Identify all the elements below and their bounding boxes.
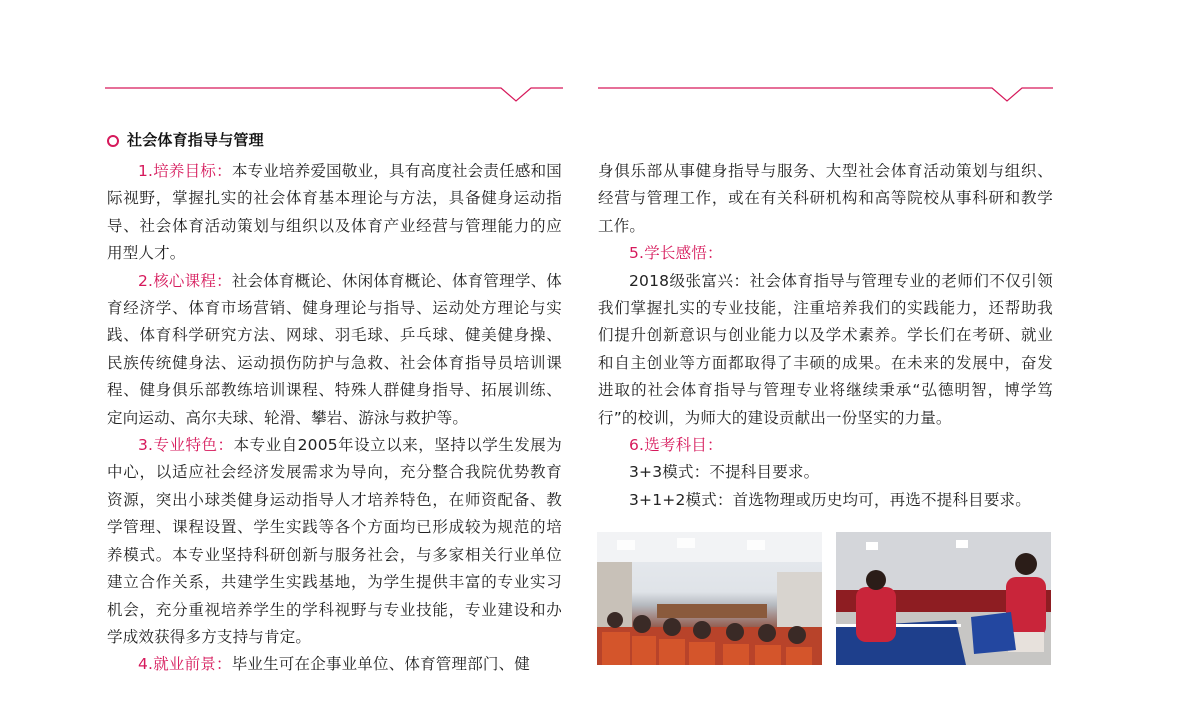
circle-bullet-icon: [107, 135, 119, 147]
paragraph-career-continued: 身俱乐部从事健身指导与服务、大型社会体育活动策划与组织、经营与管理工作，或在有关科研机构和高等院校从事科研和教学工作。: [598, 162, 1053, 235]
paragraph-goal: [107, 158, 562, 268]
heading-reflections: 5.学长感悟：: [629, 244, 723, 263]
text-subjects-line1: 3+3模式：不提科目要求。: [629, 463, 820, 482]
photo-lecture-hall: [597, 532, 822, 665]
heading-career: 4.就业前景：: [138, 655, 232, 674]
text-features: 本专业自2005年设立以来，坚持以学生发展为中心，以适应社会经济发展需求为导向，充分整合我院优势教育资源，突出小球类健身运动指导人才培养特色，在师资配备、教学管理、课程设置、学生实践等各个方面均已形成较为规范的培养模式。本专业坚持科研创新与服务社会，与多家相关行业单位建立合作关系，共建学生实践基地，为学生提供丰富的专业实习机会，充分重视培养学生的学科视野与专业技能，专业建设和办学成效获得多方支持与肯定。: [107, 436, 562, 646]
heading-courses: 2.核心课程：: [138, 271, 232, 290]
heading-subjects: 6.选考科目：: [629, 436, 723, 455]
heading-goal: 1.培养目标：: [138, 162, 232, 180]
text-career: 毕业生可在企事业单位、体育管理部门、健: [231, 655, 531, 674]
text-reflections: 2018级张富兴：社会体育指导与管理专业的老师们不仅引领我们掌握扎实的专业技能，注重培养我们的实践能力，还帮助我们提升创新意识与创业能力以及学术素养。学长们在考研、就业和自主创业等方面都取得了丰硕的成果。在未来的发展中，奋发进取的社会体育指导与管理专业将继续秉承“弘德明智，博学笃行”的校训，为师大的建设贡献出一份坚实的力量。: [598, 271, 1053, 427]
section-title: 社会体育指导与管理: [127, 131, 264, 150]
text-courses: 社会体育概论、休闲体育概论、体育管理学、体育经济学、体育市场营销、健身理论与指导、运动处方理论与实践、体育科学研究方法、网球、羽毛球、乒乓球、健美健身操、民族传统健身法、运动损伤防护与急救、社会体育指导员培训课程、健身俱乐部教练培训课程、特殊人群健身指导、拓展训练、定向运动、高尔夫球、轮滑、攀岩、游泳与救护等。: [107, 271, 562, 427]
photo-table-tennis: [836, 532, 1051, 665]
text-subjects-line2: 3+1+2模式：首选物理或历史均可，再选不提科目要求。: [629, 490, 1031, 509]
top-rule-right: [598, 82, 1053, 104]
section-heading: [107, 128, 562, 154]
paragraph-courses: [107, 268, 562, 432]
text-goal: 本专业培养爱国敬业，具有高度社会责任感和国际视野，掌握扎实的社会体育基本理论与方法，具备健身运动指导、社会体育活动策划与组织以及体育产业经营与管理能力的应用型人才。: [107, 162, 562, 263]
paragraph-features: [107, 432, 562, 651]
right-column: [598, 158, 1053, 514]
heading-features: 3.专业特色：: [138, 436, 234, 455]
left-column: [107, 128, 562, 679]
top-rule-left: [105, 82, 563, 104]
paragraph-career: [107, 651, 562, 678]
